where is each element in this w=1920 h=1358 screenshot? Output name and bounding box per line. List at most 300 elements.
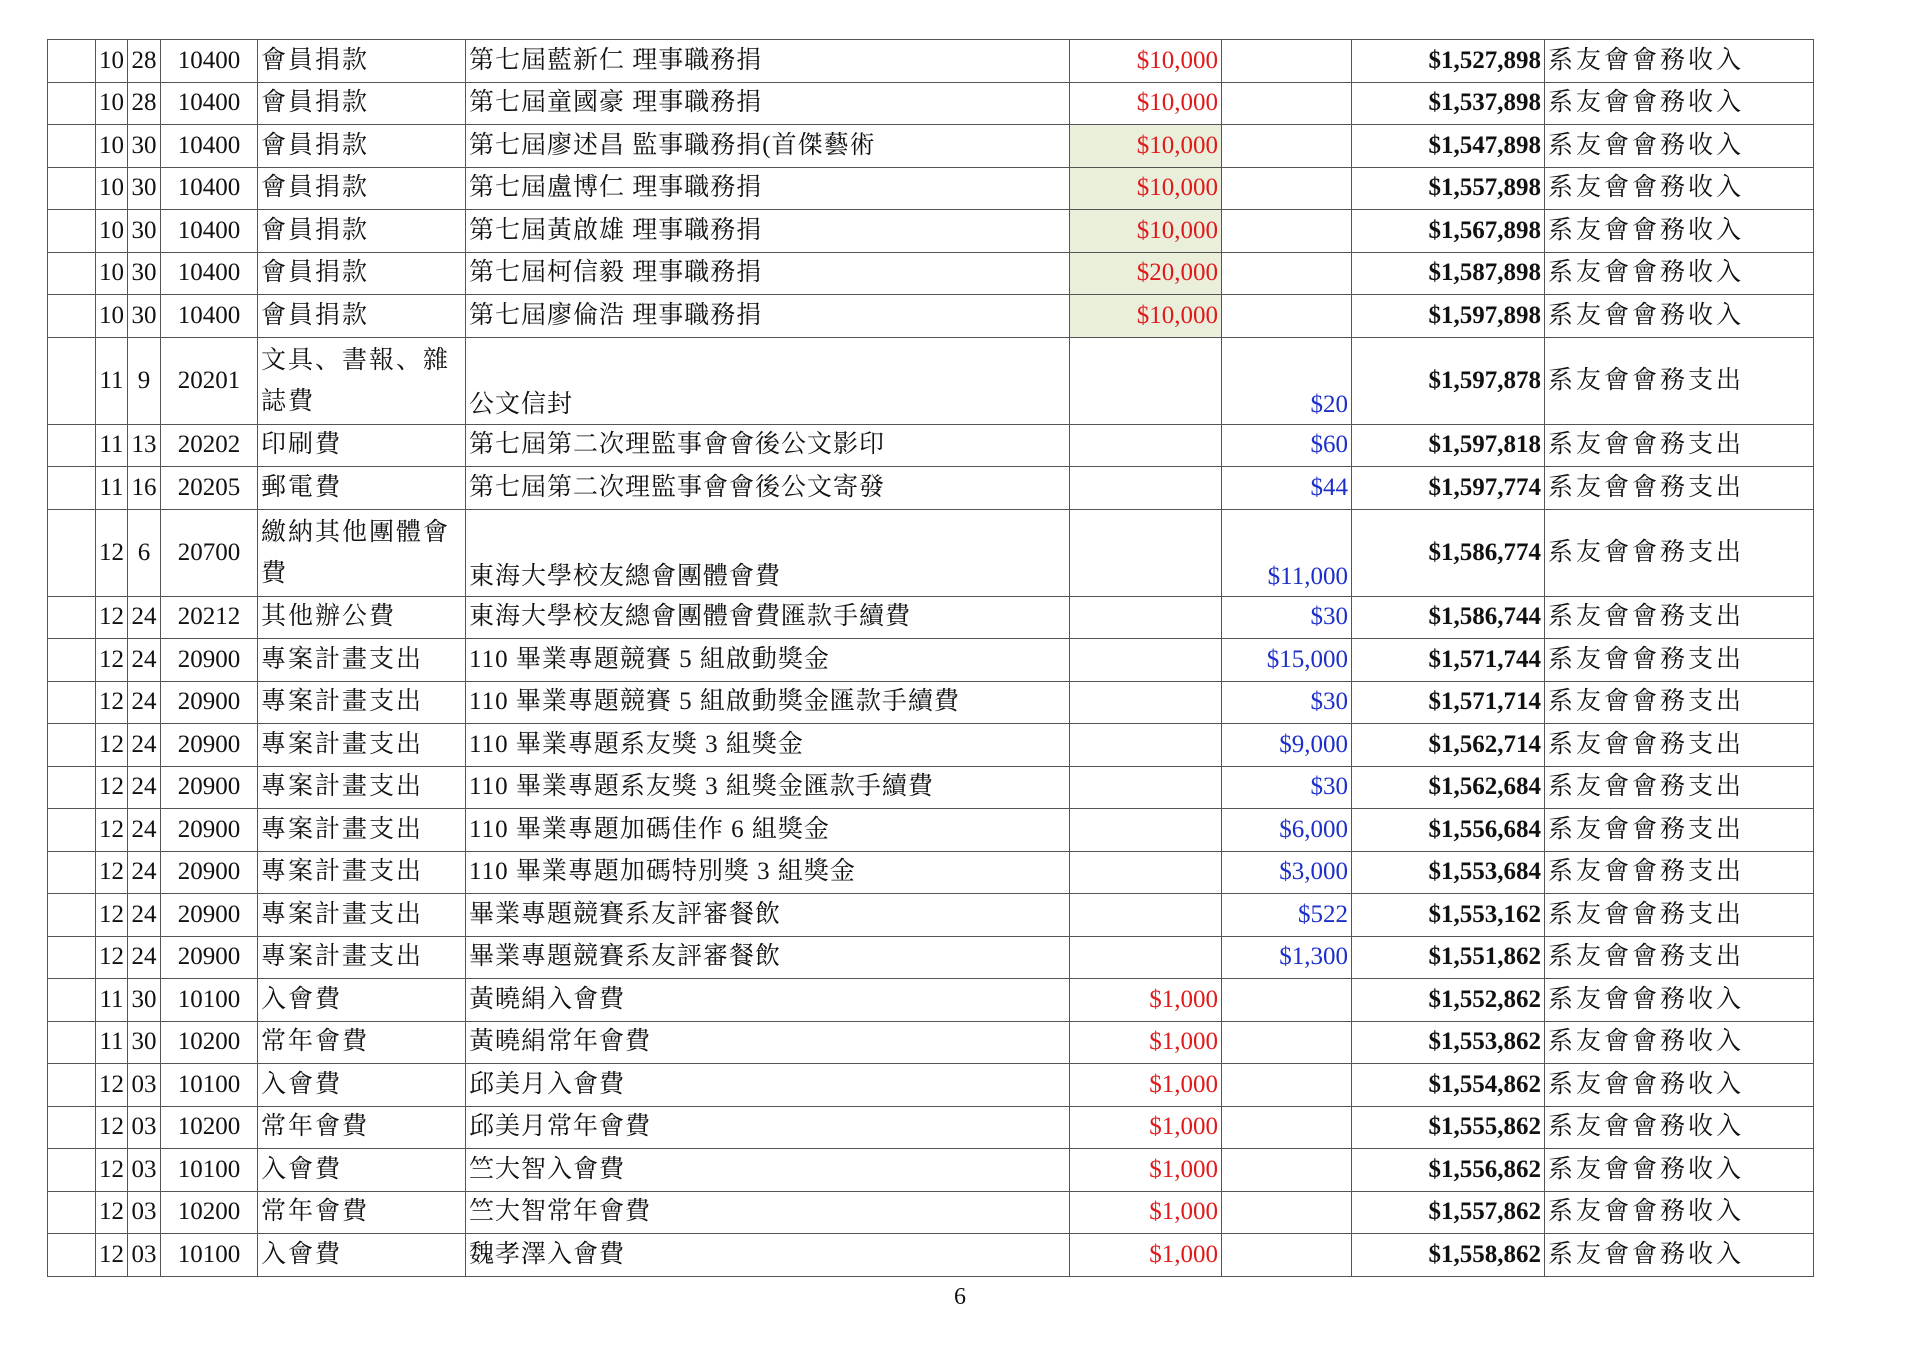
income-cell: $10,000 (1070, 210, 1222, 253)
table-row (48, 809, 1814, 852)
balance-cell: $1,597,818 (1352, 424, 1545, 467)
day-cell: 24 (128, 639, 161, 682)
category-cell: 會員捐款 (258, 167, 466, 210)
account-code-cell: 10400 (161, 210, 258, 253)
month-cell: 11 (96, 424, 128, 467)
month-cell: 12 (96, 724, 128, 767)
blank-cell (48, 337, 96, 424)
account-code-cell: 20900 (161, 766, 258, 809)
type-cell: 系友會會務支出 (1545, 809, 1814, 852)
type-cell: 系友會會務收入 (1545, 295, 1814, 338)
balance-cell: $1,597,774 (1352, 467, 1545, 510)
blank-cell (48, 639, 96, 682)
balance-cell: $1,552,862 (1352, 979, 1545, 1022)
expense-cell: $20 (1222, 337, 1352, 424)
month-cell: 12 (96, 1106, 128, 1149)
income-cell: $10,000 (1070, 125, 1222, 168)
category-cell: 專案計畫支出 (258, 639, 466, 682)
income-cell: $10,000 (1070, 82, 1222, 125)
month-cell: 12 (96, 509, 128, 596)
expense-cell: $44 (1222, 467, 1352, 510)
category-cell: 繳納其他團體會費 (258, 509, 466, 596)
day-cell: 03 (128, 1106, 161, 1149)
type-cell: 系友會會務收入 (1545, 1064, 1814, 1107)
description-cell: 第七屆藍新仁 理事職務捐 (466, 40, 1070, 83)
table-row (48, 851, 1814, 894)
expense-cell (1222, 210, 1352, 253)
account-code-cell: 10100 (161, 1234, 258, 1277)
expense-cell: $9,000 (1222, 724, 1352, 767)
table-row (48, 467, 1814, 510)
day-cell: 30 (128, 979, 161, 1022)
month-cell: 12 (96, 596, 128, 639)
account-code-cell: 10100 (161, 979, 258, 1022)
balance-cell: $1,553,162 (1352, 894, 1545, 937)
blank-cell (48, 979, 96, 1022)
category-cell: 入會費 (258, 1149, 466, 1192)
category-cell: 專案計畫支出 (258, 936, 466, 979)
description-cell: 竺大智入會費 (466, 1149, 1070, 1192)
table-row (48, 40, 1814, 83)
blank-cell (48, 809, 96, 852)
income-cell (1070, 337, 1222, 424)
blank-cell (48, 210, 96, 253)
day-cell: 24 (128, 809, 161, 852)
balance-cell: $1,571,714 (1352, 681, 1545, 724)
blank-cell (48, 766, 96, 809)
table-row (48, 1064, 1814, 1107)
month-cell: 11 (96, 979, 128, 1022)
description-cell: 魏孝澤入會費 (466, 1234, 1070, 1277)
description-cell: 110 畢業專題加碼特別獎 3 組獎金 (466, 851, 1070, 894)
account-code-cell: 20205 (161, 467, 258, 510)
balance-cell: $1,554,862 (1352, 1064, 1545, 1107)
balance-cell: $1,558,862 (1352, 1234, 1545, 1277)
account-code-cell: 10400 (161, 40, 258, 83)
account-code-cell: 20202 (161, 424, 258, 467)
income-cell (1070, 809, 1222, 852)
account-code-cell: 10400 (161, 125, 258, 168)
month-cell: 11 (96, 337, 128, 424)
type-cell: 系友會會務收入 (1545, 82, 1814, 125)
category-cell: 常年會費 (258, 1021, 466, 1064)
day-cell: 30 (128, 210, 161, 253)
category-cell: 會員捐款 (258, 125, 466, 168)
category-cell: 入會費 (258, 979, 466, 1022)
day-cell: 03 (128, 1191, 161, 1234)
income-cell (1070, 424, 1222, 467)
month-cell: 10 (96, 295, 128, 338)
month-cell: 10 (96, 125, 128, 168)
category-cell: 印刷費 (258, 424, 466, 467)
day-cell: 03 (128, 1149, 161, 1192)
description-cell: 第七屆童國豪 理事職務捐 (466, 82, 1070, 125)
income-cell (1070, 467, 1222, 510)
month-cell: 10 (96, 167, 128, 210)
table-row (48, 979, 1814, 1022)
table-row (48, 82, 1814, 125)
income-cell (1070, 509, 1222, 596)
month-cell: 11 (96, 467, 128, 510)
type-cell: 系友會會務收入 (1545, 210, 1814, 253)
month-cell: 12 (96, 894, 128, 937)
page-number: 6 (954, 1284, 966, 1310)
type-cell: 系友會會務支出 (1545, 681, 1814, 724)
blank-cell (48, 894, 96, 937)
month-cell: 10 (96, 40, 128, 83)
description-cell: 第七屆廖倫浩 理事職務捐 (466, 295, 1070, 338)
type-cell: 系友會會務收入 (1545, 40, 1814, 83)
balance-cell: $1,551,862 (1352, 936, 1545, 979)
income-cell (1070, 766, 1222, 809)
type-cell: 系友會會務支出 (1545, 894, 1814, 937)
income-cell (1070, 724, 1222, 767)
type-cell: 系友會會務支出 (1545, 424, 1814, 467)
balance-cell: $1,556,684 (1352, 809, 1545, 852)
description-cell: 邱美月入會費 (466, 1064, 1070, 1107)
table-row (48, 724, 1814, 767)
month-cell: 11 (96, 1021, 128, 1064)
account-code-cell: 10200 (161, 1106, 258, 1149)
balance-cell: $1,586,744 (1352, 596, 1545, 639)
expense-cell (1222, 252, 1352, 295)
account-code-cell: 20212 (161, 596, 258, 639)
day-cell: 24 (128, 766, 161, 809)
table-row (48, 639, 1814, 682)
type-cell: 系友會會務收入 (1545, 167, 1814, 210)
type-cell: 系友會會務支出 (1545, 596, 1814, 639)
blank-cell (48, 1021, 96, 1064)
table-row (48, 1234, 1814, 1277)
income-cell: $1,000 (1070, 1191, 1222, 1234)
account-code-cell: 20900 (161, 809, 258, 852)
day-cell: 24 (128, 894, 161, 937)
balance-cell: $1,587,898 (1352, 252, 1545, 295)
balance-cell: $1,557,862 (1352, 1191, 1545, 1234)
category-cell: 其他辦公費 (258, 596, 466, 639)
day-cell: 6 (128, 509, 161, 596)
month-cell: 12 (96, 1234, 128, 1277)
balance-cell: $1,527,898 (1352, 40, 1545, 83)
description-cell: 110 畢業專題競賽 5 組啟動獎金匯款手續費 (466, 681, 1070, 724)
day-cell: 28 (128, 40, 161, 83)
day-cell: 24 (128, 851, 161, 894)
expense-cell: $6,000 (1222, 809, 1352, 852)
expense-cell: $60 (1222, 424, 1352, 467)
account-code-cell: 10100 (161, 1149, 258, 1192)
blank-cell (48, 1149, 96, 1192)
income-cell: $10,000 (1070, 295, 1222, 338)
type-cell: 系友會會務收入 (1545, 979, 1814, 1022)
income-cell (1070, 596, 1222, 639)
day-cell: 9 (128, 337, 161, 424)
ledger-body (48, 40, 1814, 1277)
blank-cell (48, 252, 96, 295)
table-row (48, 210, 1814, 253)
balance-cell: $1,557,898 (1352, 167, 1545, 210)
expense-cell (1222, 1149, 1352, 1192)
description-cell: 110 畢業專題競賽 5 組啟動獎金 (466, 639, 1070, 682)
income-cell: $1,000 (1070, 1064, 1222, 1107)
blank-cell (48, 596, 96, 639)
account-code-cell: 10400 (161, 295, 258, 338)
day-cell: 30 (128, 295, 161, 338)
day-cell: 30 (128, 167, 161, 210)
category-cell: 會員捐款 (258, 295, 466, 338)
blank-cell (48, 295, 96, 338)
account-code-cell: 20900 (161, 681, 258, 724)
day-cell: 03 (128, 1064, 161, 1107)
blank-cell (48, 467, 96, 510)
description-cell: 畢業專題競賽系友評審餐飲 (466, 894, 1070, 937)
table-row (48, 167, 1814, 210)
month-cell: 12 (96, 766, 128, 809)
income-cell: $20,000 (1070, 252, 1222, 295)
income-cell (1070, 936, 1222, 979)
blank-cell (48, 509, 96, 596)
category-cell: 專案計畫支出 (258, 894, 466, 937)
table-row (48, 766, 1814, 809)
blank-cell (48, 167, 96, 210)
income-cell (1070, 894, 1222, 937)
table-row (48, 424, 1814, 467)
blank-cell (48, 1191, 96, 1234)
table-row (48, 125, 1814, 168)
day-cell: 03 (128, 1234, 161, 1277)
expense-cell (1222, 1191, 1352, 1234)
type-cell: 系友會會務支出 (1545, 639, 1814, 682)
income-cell (1070, 639, 1222, 682)
category-cell: 專案計畫支出 (258, 681, 466, 724)
balance-cell: $1,562,684 (1352, 766, 1545, 809)
day-cell: 24 (128, 681, 161, 724)
month-cell: 10 (96, 82, 128, 125)
day-cell: 16 (128, 467, 161, 510)
balance-cell: $1,562,714 (1352, 724, 1545, 767)
type-cell: 系友會會務收入 (1545, 1021, 1814, 1064)
blank-cell (48, 851, 96, 894)
balance-cell: $1,597,898 (1352, 295, 1545, 338)
type-cell: 系友會會務收入 (1545, 1191, 1814, 1234)
balance-cell: $1,537,898 (1352, 82, 1545, 125)
category-cell: 專案計畫支出 (258, 724, 466, 767)
description-cell: 公文信封 (466, 337, 1070, 424)
description-cell: 東海大學校友總會團體會費匯款手續費 (466, 596, 1070, 639)
balance-cell: $1,597,878 (1352, 337, 1545, 424)
blank-cell (48, 82, 96, 125)
income-cell: $1,000 (1070, 1234, 1222, 1277)
balance-cell: $1,567,898 (1352, 210, 1545, 253)
description-cell: 畢業專題競賽系友評審餐飲 (466, 936, 1070, 979)
type-cell: 系友會會務收入 (1545, 1149, 1814, 1192)
month-cell: 12 (96, 936, 128, 979)
description-cell: 第七屆廖述昌 監事職務捐(首傑藝術 (466, 125, 1070, 168)
account-code-cell: 10400 (161, 82, 258, 125)
description-cell: 黃曉絹常年會費 (466, 1021, 1070, 1064)
account-code-cell: 10200 (161, 1191, 258, 1234)
blank-cell (48, 40, 96, 83)
description-cell: 110 畢業專題加碼佳作 6 組獎金 (466, 809, 1070, 852)
type-cell: 系友會會務收入 (1545, 252, 1814, 295)
balance-cell: $1,547,898 (1352, 125, 1545, 168)
category-cell: 專案計畫支出 (258, 809, 466, 852)
blank-cell (48, 1106, 96, 1149)
month-cell: 12 (96, 851, 128, 894)
month-cell: 12 (96, 1191, 128, 1234)
day-cell: 24 (128, 724, 161, 767)
month-cell: 10 (96, 210, 128, 253)
table-row (48, 681, 1814, 724)
expense-cell (1222, 125, 1352, 168)
table-row (48, 295, 1814, 338)
expense-cell (1222, 979, 1352, 1022)
expense-cell (1222, 295, 1352, 338)
expense-cell (1222, 82, 1352, 125)
description-cell: 第七屆黃啟雄 理事職務捐 (466, 210, 1070, 253)
description-cell: 110 畢業專題系友獎 3 組獎金 (466, 724, 1070, 767)
category-cell: 郵電費 (258, 467, 466, 510)
expense-cell: $30 (1222, 681, 1352, 724)
blank-cell (48, 424, 96, 467)
expense-cell: $1,300 (1222, 936, 1352, 979)
balance-cell: $1,556,862 (1352, 1149, 1545, 1192)
account-code-cell: 10100 (161, 1064, 258, 1107)
category-cell: 常年會費 (258, 1191, 466, 1234)
expense-cell: $11,000 (1222, 509, 1352, 596)
income-cell: $1,000 (1070, 1149, 1222, 1192)
account-code-cell: 20900 (161, 936, 258, 979)
description-cell: 東海大學校友總會團體會費 (466, 509, 1070, 596)
category-cell: 會員捐款 (258, 40, 466, 83)
description-cell: 竺大智常年會費 (466, 1191, 1070, 1234)
expense-cell (1222, 1106, 1352, 1149)
day-cell: 28 (128, 82, 161, 125)
income-cell: $1,000 (1070, 1021, 1222, 1064)
category-cell: 會員捐款 (258, 252, 466, 295)
table-row (48, 936, 1814, 979)
expense-cell (1222, 1234, 1352, 1277)
balance-cell: $1,553,862 (1352, 1021, 1545, 1064)
blank-cell (48, 724, 96, 767)
month-cell: 12 (96, 1064, 128, 1107)
expense-cell (1222, 1064, 1352, 1107)
account-code-cell: 20201 (161, 337, 258, 424)
month-cell: 12 (96, 639, 128, 682)
day-cell: 30 (128, 1021, 161, 1064)
type-cell: 系友會會務支出 (1545, 766, 1814, 809)
blank-cell (48, 936, 96, 979)
description-cell: 110 畢業專題系友獎 3 組獎金匯款手續費 (466, 766, 1070, 809)
income-cell (1070, 681, 1222, 724)
table-row (48, 1106, 1814, 1149)
category-cell: 入會費 (258, 1064, 466, 1107)
day-cell: 30 (128, 252, 161, 295)
table-row (48, 596, 1814, 639)
type-cell: 系友會會務支出 (1545, 851, 1814, 894)
type-cell: 系友會會務支出 (1545, 509, 1814, 596)
account-code-cell: 20900 (161, 894, 258, 937)
category-cell: 專案計畫支出 (258, 766, 466, 809)
type-cell: 系友會會務收入 (1545, 1234, 1814, 1277)
blank-cell (48, 1234, 96, 1277)
type-cell: 系友會會務支出 (1545, 337, 1814, 424)
type-cell: 系友會會務支出 (1545, 724, 1814, 767)
day-cell: 13 (128, 424, 161, 467)
account-code-cell: 20700 (161, 509, 258, 596)
category-cell: 常年會費 (258, 1106, 466, 1149)
balance-cell: $1,571,744 (1352, 639, 1545, 682)
blank-cell (48, 1064, 96, 1107)
income-cell (1070, 851, 1222, 894)
income-cell: $10,000 (1070, 40, 1222, 83)
expense-cell: $3,000 (1222, 851, 1352, 894)
type-cell: 系友會會務支出 (1545, 936, 1814, 979)
blank-cell (48, 125, 96, 168)
expense-cell: $522 (1222, 894, 1352, 937)
balance-cell: $1,586,774 (1352, 509, 1545, 596)
table-row (48, 1149, 1814, 1192)
month-cell: 12 (96, 1149, 128, 1192)
description-cell: 第七屆第二次理監事會會後公文寄發 (466, 467, 1070, 510)
account-code-cell: 20900 (161, 639, 258, 682)
description-cell: 黃曉絹入會費 (466, 979, 1070, 1022)
category-cell: 文具、書報、雜誌費 (258, 337, 466, 424)
month-cell: 12 (96, 681, 128, 724)
type-cell: 系友會會務收入 (1545, 1106, 1814, 1149)
balance-cell: $1,553,684 (1352, 851, 1545, 894)
day-cell: 24 (128, 596, 161, 639)
description-cell: 第七屆第二次理監事會會後公文影印 (466, 424, 1070, 467)
expense-cell (1222, 40, 1352, 83)
balance-cell: $1,555,862 (1352, 1106, 1545, 1149)
account-code-cell: 10200 (161, 1021, 258, 1064)
category-cell: 入會費 (258, 1234, 466, 1277)
day-cell: 24 (128, 936, 161, 979)
description-cell: 邱美月常年會費 (466, 1106, 1070, 1149)
account-code-cell: 20900 (161, 851, 258, 894)
table-row (48, 894, 1814, 937)
account-code-cell: 10400 (161, 167, 258, 210)
category-cell: 會員捐款 (258, 210, 466, 253)
income-cell: $1,000 (1070, 979, 1222, 1022)
category-cell: 專案計畫支出 (258, 851, 466, 894)
account-code-cell: 20900 (161, 724, 258, 767)
expense-cell: $30 (1222, 596, 1352, 639)
description-cell: 第七屆柯信毅 理事職務捐 (466, 252, 1070, 295)
month-cell: 10 (96, 252, 128, 295)
category-cell: 會員捐款 (258, 82, 466, 125)
description-cell: 第七屆盧博仁 理事職務捐 (466, 167, 1070, 210)
month-cell: 12 (96, 809, 128, 852)
type-cell: 系友會會務支出 (1545, 467, 1814, 510)
income-cell: $10,000 (1070, 167, 1222, 210)
income-cell: $1,000 (1070, 1106, 1222, 1149)
blank-cell (48, 681, 96, 724)
expense-cell: $15,000 (1222, 639, 1352, 682)
account-code-cell: 10400 (161, 252, 258, 295)
table-row (48, 509, 1814, 596)
expense-cell (1222, 167, 1352, 210)
table-row (48, 252, 1814, 295)
expense-cell (1222, 1021, 1352, 1064)
ledger-table (47, 39, 1814, 1277)
table-row (48, 1021, 1814, 1064)
expense-cell: $30 (1222, 766, 1352, 809)
type-cell: 系友會會務收入 (1545, 125, 1814, 168)
table-row (48, 1191, 1814, 1234)
day-cell: 30 (128, 125, 161, 168)
table-row (48, 337, 1814, 424)
